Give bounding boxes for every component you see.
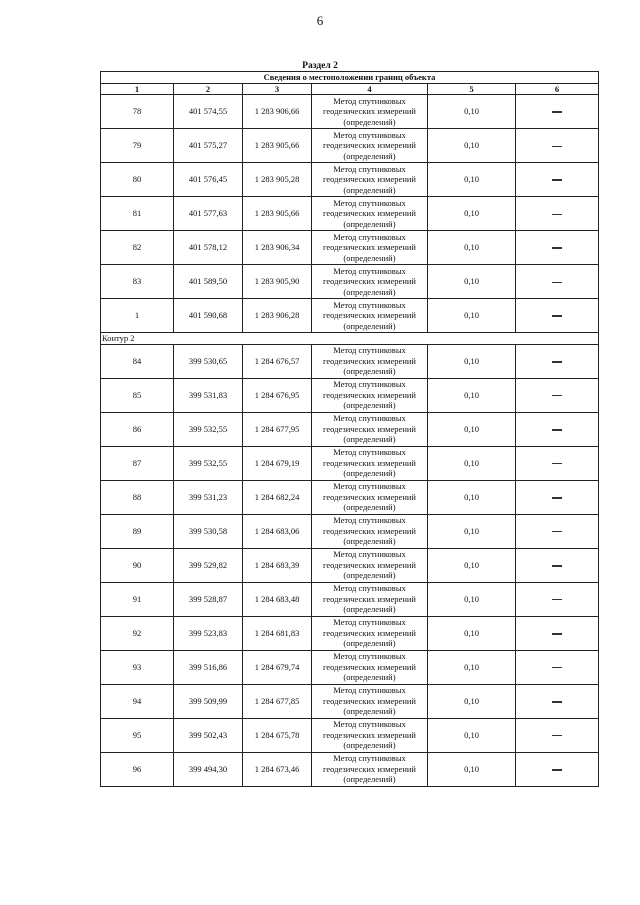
table-row (101, 197, 599, 231)
coordinate-x: 399 509,99 (174, 684, 243, 718)
method-line: геодезических измерений (323, 763, 416, 774)
point-number: 96 (101, 752, 174, 786)
method-line: геодезических измерений (323, 310, 416, 321)
method-cell (312, 265, 428, 299)
method-line: (определений) (343, 218, 396, 229)
table-row (101, 446, 599, 480)
table-row (101, 480, 599, 514)
point-number: 1 (101, 299, 174, 333)
coordinate-x: 401 590,68 (174, 299, 243, 333)
method-line: (определений) (343, 774, 396, 785)
dash-mark (552, 497, 562, 499)
method-line: геодезических измерений (323, 242, 416, 253)
dash-mark (552, 531, 562, 532)
method-line: геодезических измерений (323, 661, 416, 672)
point-number: 95 (101, 718, 174, 752)
coordinate-y: 1 283 906,28 (243, 299, 312, 333)
point-number: 83 (101, 265, 174, 299)
dash-mark (552, 769, 562, 771)
table-row (101, 378, 599, 412)
accuracy-value: 0,10 (428, 650, 516, 684)
coordinate-x: 399 532,55 (174, 412, 243, 446)
point-number: 80 (101, 163, 174, 197)
method-cell (312, 378, 428, 412)
column-header: 5 (428, 83, 516, 95)
coordinate-y: 1 284 681,83 (243, 616, 312, 650)
column-header: 6 (516, 83, 599, 95)
method-line: (определений) (343, 116, 396, 127)
dash-mark (552, 247, 562, 249)
dash-mark (552, 599, 562, 600)
point-number: 92 (101, 616, 174, 650)
method-cell (312, 344, 428, 378)
coordinate-y: 1 283 906,34 (243, 231, 312, 265)
point-number: 91 (101, 582, 174, 616)
description-cell (516, 616, 599, 650)
description-cell (516, 265, 599, 299)
method-line: (определений) (343, 740, 396, 751)
description-cell (516, 684, 599, 718)
accuracy-value: 0,10 (428, 514, 516, 548)
coordinate-y: 1 283 905,66 (243, 197, 312, 231)
point-number: 90 (101, 548, 174, 582)
column-header: 1 (101, 83, 174, 95)
dash-mark (552, 463, 562, 464)
table-row (101, 616, 599, 650)
dash-mark (552, 735, 562, 736)
table-row (101, 129, 599, 163)
method-cell (312, 197, 428, 231)
point-number: 86 (101, 412, 174, 446)
method-line: Метод спутниковых (333, 753, 406, 764)
table-row (101, 95, 599, 129)
method-line: Метод спутниковых (333, 481, 406, 492)
coordinate-y: 1 284 677,85 (243, 684, 312, 718)
coordinate-x: 399 532,55 (174, 446, 243, 480)
section-title: Раздел 2 (302, 61, 338, 71)
table-row (101, 684, 599, 718)
coordinate-x: 399 531,83 (174, 378, 243, 412)
dash-mark (552, 429, 562, 431)
description-cell (516, 412, 599, 446)
accuracy-value: 0,10 (428, 265, 516, 299)
coordinate-x: 399 502,43 (174, 718, 243, 752)
method-line: (определений) (343, 434, 396, 445)
method-line: геодезических измерений (323, 423, 416, 434)
coordinate-x: 399 494,30 (174, 752, 243, 786)
table-caption-row (101, 72, 599, 84)
coordinate-x: 399 523,83 (174, 616, 243, 650)
description-cell (516, 95, 599, 129)
method-line: (определений) (343, 400, 396, 411)
method-cell (312, 299, 428, 333)
method-line: геодезических измерений (323, 627, 416, 638)
method-line: (определений) (343, 672, 396, 683)
table-caption: Сведения о местоположении границ объекта (101, 72, 599, 84)
dash-mark (552, 282, 562, 283)
method-cell (312, 684, 428, 718)
method-cell (312, 95, 428, 129)
boundary-coordinates-table (100, 71, 599, 787)
description-cell (516, 446, 599, 480)
method-line: Метод спутниковых (333, 413, 406, 424)
coordinate-x: 401 575,27 (174, 129, 243, 163)
table-row (101, 265, 599, 299)
description-cell (516, 514, 599, 548)
table-row (101, 548, 599, 582)
coordinate-y: 1 284 677,95 (243, 412, 312, 446)
method-line: (определений) (343, 366, 396, 377)
method-cell (312, 412, 428, 446)
method-line: геодезических измерений (323, 457, 416, 468)
point-number: 87 (101, 446, 174, 480)
coordinate-x: 399 529,82 (174, 548, 243, 582)
coordinate-x: 401 574,55 (174, 95, 243, 129)
coordinate-y: 1 283 905,28 (243, 163, 312, 197)
method-line: Метод спутниковых (333, 549, 406, 560)
coordinate-y: 1 284 676,95 (243, 378, 312, 412)
method-line: Метод спутниковых (333, 129, 406, 140)
point-number: 94 (101, 684, 174, 718)
method-line: геодезических измерений (323, 559, 416, 570)
accuracy-value: 0,10 (428, 718, 516, 752)
method-line: Метод спутниковых (333, 685, 406, 696)
method-line: геодезических измерений (323, 355, 416, 366)
description-cell (516, 480, 599, 514)
dash-mark (552, 146, 562, 147)
dash-mark (552, 179, 562, 181)
accuracy-value: 0,10 (428, 684, 516, 718)
dash-mark (552, 214, 562, 215)
coordinate-x: 401 577,63 (174, 197, 243, 231)
dash-mark (552, 111, 562, 113)
coordinate-x: 401 589,50 (174, 265, 243, 299)
point-number: 84 (101, 344, 174, 378)
table-row (101, 752, 599, 786)
accuracy-value: 0,10 (428, 299, 516, 333)
accuracy-value: 0,10 (428, 344, 516, 378)
column-header: 2 (174, 83, 243, 95)
method-line: Метод спутниковых (333, 447, 406, 458)
method-line: (определений) (343, 468, 396, 479)
accuracy-value: 0,10 (428, 378, 516, 412)
method-line: (определений) (343, 706, 396, 717)
method-line: Метод спутниковых (333, 515, 406, 526)
accuracy-value: 0,10 (428, 412, 516, 446)
accuracy-value: 0,10 (428, 197, 516, 231)
description-cell (516, 582, 599, 616)
coordinate-y: 1 284 682,24 (243, 480, 312, 514)
coordinate-y: 1 284 675,78 (243, 718, 312, 752)
column-header: 4 (312, 83, 428, 95)
coordinate-y: 1 284 683,39 (243, 548, 312, 582)
method-line: (определений) (343, 184, 396, 195)
point-number: 93 (101, 650, 174, 684)
method-cell (312, 616, 428, 650)
table-row (101, 231, 599, 265)
coordinate-y: 1 283 906,66 (243, 95, 312, 129)
table-row (101, 718, 599, 752)
description-cell (516, 344, 599, 378)
description-cell (516, 231, 599, 265)
coordinate-x: 399 530,65 (174, 344, 243, 378)
method-line: геодезических измерений (323, 593, 416, 604)
method-cell (312, 650, 428, 684)
coordinate-y: 1 284 683,06 (243, 514, 312, 548)
method-line: Метод спутниковых (333, 719, 406, 730)
description-cell (516, 197, 599, 231)
point-number: 81 (101, 197, 174, 231)
dash-mark (552, 701, 562, 703)
method-line: геодезических измерений (323, 208, 416, 219)
method-line: (определений) (343, 604, 396, 615)
method-line: геодезических измерений (323, 729, 416, 740)
table-row (101, 412, 599, 446)
method-line: (определений) (343, 638, 396, 649)
method-line: Метод спутниковых (333, 379, 406, 390)
method-line: (определений) (343, 502, 396, 513)
method-cell (312, 582, 428, 616)
method-line: Метод спутниковых (333, 345, 406, 356)
table-row (101, 582, 599, 616)
method-cell (312, 446, 428, 480)
accuracy-value: 0,10 (428, 446, 516, 480)
coordinate-y: 1 284 676,57 (243, 344, 312, 378)
dash-mark (552, 633, 562, 635)
point-number: 78 (101, 95, 174, 129)
coordinate-x: 399 531,23 (174, 480, 243, 514)
table-row (101, 163, 599, 197)
description-cell (516, 163, 599, 197)
point-number: 89 (101, 514, 174, 548)
method-line: Метод спутниковых (333, 197, 406, 208)
accuracy-value: 0,10 (428, 95, 516, 129)
method-line: геодезических измерений (323, 276, 416, 287)
accuracy-value: 0,10 (428, 163, 516, 197)
description-cell (516, 718, 599, 752)
coordinate-x: 399 516,86 (174, 650, 243, 684)
method-line: (определений) (343, 150, 396, 161)
accuracy-value: 0,10 (428, 129, 516, 163)
coordinate-x: 401 578,12 (174, 231, 243, 265)
method-cell (312, 514, 428, 548)
accuracy-value: 0,10 (428, 616, 516, 650)
point-number: 79 (101, 129, 174, 163)
method-line: Метод спутниковых (333, 231, 406, 242)
method-line: Метод спутниковых (333, 617, 406, 628)
description-cell (516, 650, 599, 684)
description-cell (516, 299, 599, 333)
method-line: геодезических измерений (323, 695, 416, 706)
coordinate-x: 399 528,87 (174, 582, 243, 616)
method-cell (312, 480, 428, 514)
description-cell (516, 752, 599, 786)
coordinate-y: 1 284 673,46 (243, 752, 312, 786)
method-line: геодезических измерений (323, 491, 416, 502)
method-cell (312, 129, 428, 163)
method-line: геодезических измерений (323, 389, 416, 400)
method-cell (312, 752, 428, 786)
method-line: Метод спутниковых (333, 651, 406, 662)
table-row (101, 650, 599, 684)
method-line: Метод спутниковых (333, 95, 406, 106)
page-number: 6 (316, 13, 324, 28)
coordinate-y: 1 284 679,19 (243, 446, 312, 480)
dash-mark (552, 361, 562, 363)
method-line: (определений) (343, 320, 396, 331)
contour-label: Контур 2 (101, 333, 599, 345)
coordinate-y: 1 283 905,90 (243, 265, 312, 299)
dash-mark (552, 315, 562, 317)
accuracy-value: 0,10 (428, 752, 516, 786)
method-line: Метод спутниковых (333, 265, 406, 276)
dash-mark (552, 395, 562, 396)
method-line: Метод спутниковых (333, 299, 406, 310)
method-line: (определений) (343, 536, 396, 547)
point-number: 88 (101, 480, 174, 514)
method-line: Метод спутниковых (333, 163, 406, 174)
coordinate-y: 1 283 905,66 (243, 129, 312, 163)
method-line: геодезических измерений (323, 525, 416, 536)
table-row (101, 344, 599, 378)
method-line: геодезических измерений (323, 140, 416, 151)
column-header: 3 (243, 83, 312, 95)
coordinate-y: 1 284 679,74 (243, 650, 312, 684)
table-row (101, 514, 599, 548)
accuracy-value: 0,10 (428, 548, 516, 582)
method-cell (312, 718, 428, 752)
method-line: (определений) (343, 570, 396, 581)
description-cell (516, 548, 599, 582)
method-line: Метод спутниковых (333, 583, 406, 594)
point-number: 82 (101, 231, 174, 265)
table-row (101, 299, 599, 333)
contour-row (101, 333, 599, 345)
method-cell (312, 163, 428, 197)
coordinate-x: 401 576,45 (174, 163, 243, 197)
description-cell (516, 378, 599, 412)
accuracy-value: 0,10 (428, 231, 516, 265)
dash-mark (552, 667, 562, 668)
method-line: (определений) (343, 252, 396, 263)
point-number: 85 (101, 378, 174, 412)
dash-mark (552, 565, 562, 567)
column-number-row (101, 83, 599, 95)
coordinate-x: 399 530,58 (174, 514, 243, 548)
coordinate-y: 1 284 683,48 (243, 582, 312, 616)
accuracy-value: 0,10 (428, 480, 516, 514)
method-line: геодезических измерений (323, 106, 416, 117)
accuracy-value: 0,10 (428, 582, 516, 616)
method-cell (312, 231, 428, 265)
method-line: (определений) (343, 286, 396, 297)
description-cell (516, 129, 599, 163)
method-cell (312, 548, 428, 582)
method-line: геодезических измерений (323, 174, 416, 185)
